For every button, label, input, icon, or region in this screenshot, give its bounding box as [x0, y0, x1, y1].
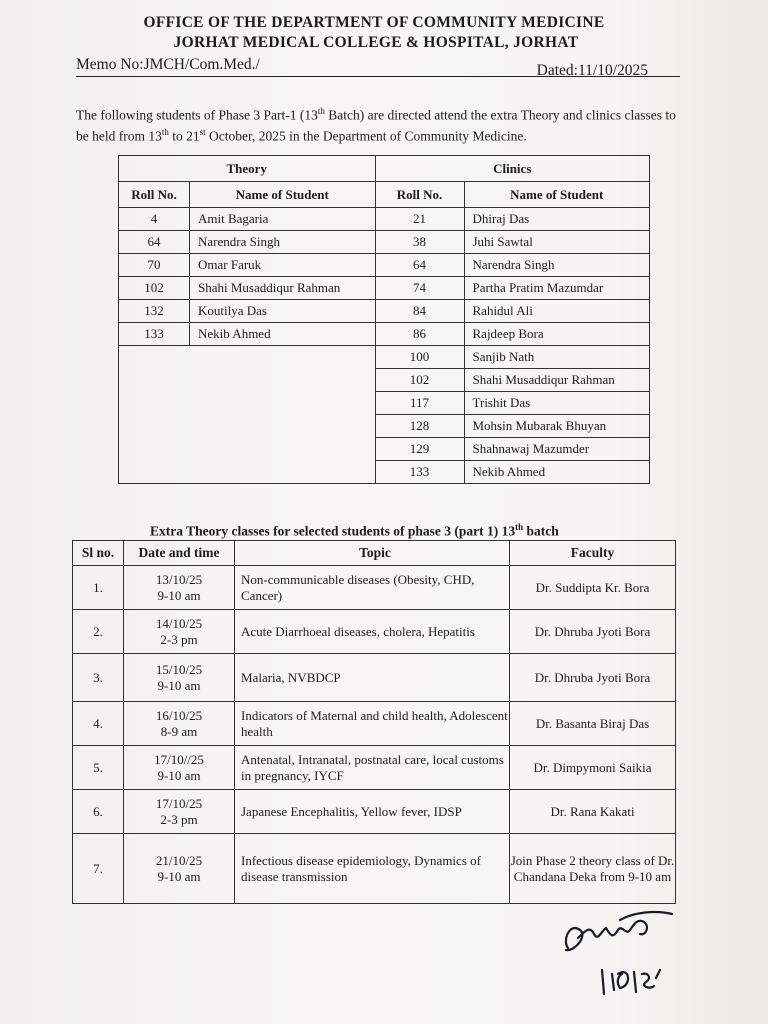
- clinics-roll-cell: 74: [375, 277, 464, 300]
- sl-cell: 1.: [73, 566, 124, 610]
- clinics-heading: Clinics: [375, 156, 650, 182]
- class-time: 9-10 am: [157, 587, 201, 603]
- clinics-roll-header: Roll No.: [375, 182, 464, 208]
- theory-name-cell: Narendra Singh: [190, 231, 376, 254]
- clinics-name-cell: Partha Pratim Mazumdar: [464, 277, 650, 300]
- clinics-name-cell: Rahidul Ali: [464, 300, 650, 323]
- theory-roll-cell: 64: [119, 231, 190, 254]
- schedule-row: [73, 566, 676, 610]
- clinics-name-cell: Nekib Ahmed: [464, 461, 650, 484]
- clinics-roll-cell: 86: [375, 323, 464, 346]
- roster-row: [119, 300, 650, 323]
- faculty-cell: Join Phase 2 theory class of Dr. Chandana Deka from 9-10 am: [510, 834, 676, 904]
- sl-header: Sl no.: [73, 541, 124, 566]
- clinics-name-cell: Dhiraj Das: [464, 208, 650, 231]
- sl-cell: 3.: [73, 654, 124, 702]
- schedule-title-text: Extra Theory classes for selected students of phase 3 (part 1) 13: [150, 523, 516, 539]
- theory-name-header: Name of Student: [190, 182, 376, 208]
- topic-cell: Infectious disease epidemiology, Dynamics of disease transmission: [235, 834, 510, 904]
- date-time-cell: [124, 702, 235, 746]
- intro-sup-3: st: [199, 126, 206, 137]
- topic-cell: Acute Diarrhoeal diseases, cholera, Hepatitis: [235, 610, 510, 654]
- memo-number: Memo No:JMCH/Com.Med./: [76, 56, 260, 73]
- sl-cell: 5.: [73, 746, 124, 790]
- roster-body: [119, 208, 650, 484]
- schedule-title-sup: th: [515, 522, 524, 532]
- date-header: Date and time: [124, 541, 235, 566]
- clinics-roll-cell: 84: [375, 300, 464, 323]
- faculty-cell: Dr. Rana Kakati: [510, 790, 676, 834]
- roster-row: [119, 254, 650, 277]
- theory-name-cell: Shahi Musaddiqur Rahman: [190, 277, 376, 300]
- office-title: OFFICE OF THE DEPARTMENT OF COMMUNITY MEDICINE: [143, 14, 605, 31]
- roster-row: [119, 208, 650, 231]
- clinics-name-cell: Juhi Sawtal: [464, 231, 650, 254]
- roster-row: [119, 323, 650, 346]
- theory-roll-cell: 70: [119, 254, 190, 277]
- date-time-cell: [124, 566, 235, 610]
- theory-roll-cell: 102: [119, 277, 190, 300]
- clinics-roll-cell: 64: [375, 254, 464, 277]
- topic-cell: Malaria, NVBDCP: [235, 654, 510, 702]
- faculty-cell: Dr. Suddipta Kr. Bora: [510, 566, 676, 610]
- sl-cell: 7.: [73, 834, 124, 904]
- schedule-title: [150, 522, 559, 540]
- date-time-cell: [124, 654, 235, 702]
- theory-heading: Theory: [119, 156, 376, 182]
- topic-cell: Indicators of Maternal and child health, Adolescent health: [235, 702, 510, 746]
- date-time-cell: [124, 610, 235, 654]
- topic-header: Topic: [235, 541, 510, 566]
- class-time: 9-10 am: [157, 767, 201, 783]
- intro-text-1: The following students of Phase 3 Part-1 (13: [76, 107, 318, 123]
- schedule-row: [73, 654, 676, 702]
- topic-cell: Japanese Encephalitis, Yellow fever, IDSP: [235, 790, 510, 834]
- clinics-name-cell: Mohsin Mubarak Bhuyan: [464, 415, 650, 438]
- faculty-cell: Dr. Basanta Biraj Das: [510, 702, 676, 746]
- class-time: 2-3 pm: [160, 631, 198, 647]
- roster-header-row: [119, 182, 650, 208]
- schedule-row: [73, 746, 676, 790]
- theory-name-cell: Nekib Ahmed: [190, 323, 376, 346]
- theory-roll-cell: 4: [119, 208, 190, 231]
- theory-roll-cell: 133: [119, 323, 190, 346]
- schedule-title-text-2: batch: [523, 523, 559, 539]
- theory-name-cell: Koutilya Das: [190, 300, 376, 323]
- class-date: 15/10/25: [155, 661, 203, 677]
- clinics-roll-cell: 129: [375, 438, 464, 461]
- signature-image: [560, 900, 680, 1000]
- intro-text-3: to 21: [168, 128, 200, 143]
- topic-cell: Non-communicable diseases (Obesity, CHD, Cancer): [235, 566, 510, 610]
- schedule-row: [73, 702, 676, 746]
- schedule-row: [73, 790, 676, 834]
- clinics-name-cell: Sanjib Nath: [464, 346, 650, 369]
- class-date: 21/10/25: [155, 852, 203, 868]
- intro-text-4: October, 2025 in the Department of Community Medicine.: [205, 128, 527, 143]
- theory-empty-cell: [119, 346, 376, 484]
- intro-text-2: Batch) are directed attend the extra Theory and clinics classes to be held from 13: [76, 107, 676, 143]
- roster-section-row: [119, 156, 650, 182]
- sl-cell: 2.: [73, 610, 124, 654]
- class-date: 13/10/25: [155, 571, 203, 587]
- clinics-roll-cell: 100: [375, 346, 464, 369]
- theory-name-cell: Omar Faruk: [190, 254, 376, 277]
- theory-roll-cell: 132: [119, 300, 190, 323]
- schedule-body: [73, 566, 676, 904]
- clinics-roll-cell: 21: [375, 208, 464, 231]
- roster-row: [119, 277, 650, 300]
- class-time: 9-10 am: [157, 677, 201, 693]
- clinics-roll-cell: 128: [375, 415, 464, 438]
- date-time-cell: [124, 834, 235, 904]
- clinics-name-cell: Shahi Musaddiqur Rahman: [464, 369, 650, 392]
- roster-row: [119, 231, 650, 254]
- date-time-cell: [124, 746, 235, 790]
- theory-roll-header: Roll No.: [119, 182, 190, 208]
- faculty-cell: Dr. Dhruba Jyoti Bora: [510, 654, 676, 702]
- roster-row: [119, 346, 650, 369]
- clinics-name-cell: Trishit Das: [464, 392, 650, 415]
- class-date: 14/10/25: [155, 615, 203, 631]
- topic-cell: Antenatal, Intranatal, postnatal care, local customs in pregnancy, IYCF: [235, 746, 510, 790]
- schedule-header-row: [73, 541, 676, 566]
- memo-date: Dated:11/10/2025: [536, 62, 648, 79]
- schedule-table: [72, 540, 676, 904]
- clinics-name-cell: Rajdeep Bora: [464, 323, 650, 346]
- faculty-cell: Dr. Dimpymoni Saikia: [510, 746, 676, 790]
- theory-name-cell: Amit Bagaria: [190, 208, 376, 231]
- class-time: 9-10 am: [157, 868, 201, 884]
- class-time: 2-3 pm: [160, 811, 198, 827]
- clinics-name-cell: Shahnawaj Mazumder: [464, 438, 650, 461]
- intro-sup-2: th: [161, 126, 169, 137]
- sl-cell: 6.: [73, 790, 124, 834]
- clinics-roll-cell: 38: [375, 231, 464, 254]
- class-date: 17/10//25: [154, 751, 204, 767]
- intro-paragraph: [76, 103, 686, 144]
- student-roster-table: [118, 155, 650, 484]
- intro-sup-1: th: [317, 106, 325, 116]
- date-time-cell: [124, 790, 235, 834]
- faculty-header: Faculty: [510, 541, 676, 566]
- class-time: 8-9 am: [160, 723, 198, 739]
- memo-row: [76, 54, 680, 77]
- clinics-name-header: Name of Student: [464, 182, 650, 208]
- clinics-roll-cell: 133: [375, 461, 464, 484]
- college-title: JORHAT MEDICAL COLLEGE & HOSPITAL, JORHAT: [173, 34, 579, 51]
- class-date: 17/10/25: [155, 795, 203, 811]
- sl-cell: 4.: [73, 702, 124, 746]
- schedule-row: [73, 610, 676, 654]
- clinics-roll-cell: 117: [375, 392, 464, 415]
- class-date: 16/10/25: [155, 707, 203, 723]
- faculty-cell: Dr. Dhruba Jyoti Bora: [510, 610, 676, 654]
- clinics-roll-cell: 102: [375, 369, 464, 392]
- clinics-name-cell: Narendra Singh: [464, 254, 650, 277]
- schedule-row: [73, 834, 676, 904]
